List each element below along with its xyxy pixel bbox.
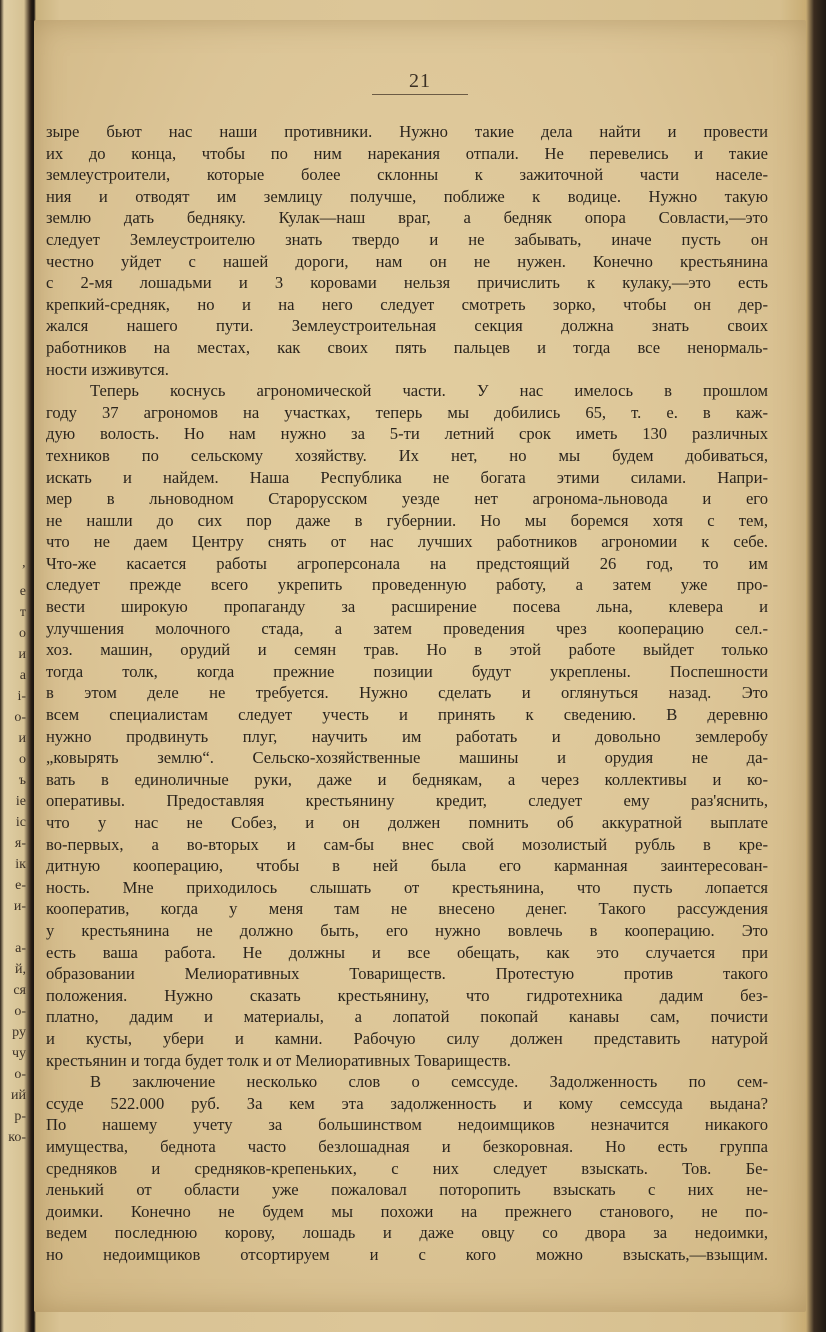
text-line: у крестьянина не должно быть, его нужно вовлечь в кооперацию. Это <box>46 920 768 940</box>
text-line: тогда толк, когда прежние позиции будут укреплены. Поспешности <box>46 661 768 681</box>
text-line: с 2-мя лошадьми и 3 коровами нельзя причислить к кулаку,—это есть <box>46 273 768 293</box>
text-line: В заключение несколько слов о семссуде. Задолженность по сем- <box>90 1072 768 1092</box>
adjacent-page-fragments <box>2 560 26 1148</box>
text-line: Теперь коснусь агрономической части. У нас имелось в прошлом <box>90 381 768 401</box>
adjacent-fragment <box>2 917 26 938</box>
text-line: не нашли до сих пор даже в губернии. Но мы боремся хотя с тем, <box>46 510 768 530</box>
text-line: кооператив, когда у меня там не внесено денег. Такого рассуждения <box>46 899 768 919</box>
text-line: честно уйдет с нашей дороги, нам он не нужен. Конечно крестьянина <box>46 251 768 271</box>
adjacent-fragment: я- <box>14 836 26 851</box>
adjacent-fragment: т <box>19 605 26 620</box>
adjacent-fragment: ік <box>15 857 26 872</box>
adjacent-page-edge <box>0 0 32 1332</box>
text-line: ния и отводят им землицу получше, поближе к водице. Нужно такую <box>46 186 768 206</box>
adjacent-fragment: чу <box>11 1046 26 1061</box>
text-line: крестьянин и тогда будет толк и от Мелиоративных Товариществ. <box>46 1050 511 1070</box>
adjacent-fragment: о <box>19 752 26 767</box>
adjacent-fragment: и- <box>13 899 26 914</box>
page-number: 21 <box>409 70 431 92</box>
text-line: крепкий-средняк, но и на него следует смотреть зорко, чтобы он дер- <box>46 294 768 314</box>
text-line: следует Землеустроителю знать твердо и не забывать, иначе пусть он <box>46 229 768 249</box>
text-line: землеустроители, которые более склонны к зажиточной части населе- <box>46 165 768 185</box>
text-line: „ковырять землю“. Сельско-хозяйственные машины и орудия не да- <box>46 748 768 768</box>
text-line: зыре бьют нас наши противники. Нужно такие дела найти и провести <box>46 122 768 141</box>
adjacent-fragment: е <box>19 584 26 599</box>
text-line: искать и найдем. Наша Республика не богата этими силами. Напри- <box>46 467 768 487</box>
adjacent-fragment: а <box>19 668 26 683</box>
text-line: ссуде 522.000 руб. За кем эта задолженность и кому семссуда выдана? <box>46 1093 768 1113</box>
text-line: но недоимщиков отсортируем и с кого можно взыскать,—взыщим. <box>46 1244 768 1264</box>
text-line: ведем последнюю корову, лошадь и даже овцу со двора за недоимки, <box>46 1223 768 1243</box>
adjacent-fragment: а- <box>15 941 26 956</box>
text-line: Что-же касается работы агроперсонала на предстоящий 26 год, то им <box>46 553 768 573</box>
text-line: есть ваша работа. Не должны и все обещать, как это случается при <box>46 942 768 962</box>
page-number-rule <box>372 94 468 95</box>
adjacent-fragment: о- <box>14 1004 26 1019</box>
text-line: дитную кооперацию, чтобы в ней была его карманная заинтересован- <box>46 856 768 876</box>
text-line: доимки. Конечно не будем мы похожи на прежнего станового, не по- <box>46 1201 768 1221</box>
text-line: во-первых, а во-вторых и сам-бы внес свой мозолистый рубль в кре- <box>46 834 768 854</box>
text-line: имущества, беднота часто безлошадная и безкоровная. Но есть группа <box>46 1136 768 1156</box>
text-line: средняков и средняков-крепеньких, с них следует взыскать. Тов. Бе- <box>46 1158 768 1178</box>
text-line: следует прежде всего укрепить проведенную работу, а затем уже про- <box>46 575 768 595</box>
text-line: вести широкую пропаганду за расширение посева льна, клевера и <box>46 597 768 617</box>
text-line: платно, дадим и материалы, а лопатой покопай канавы сам, почисти <box>46 1007 768 1027</box>
text-line: и кусты, убери и камни. Рабочую силу должен представить натурой <box>46 1028 768 1048</box>
adjacent-fragment: ру <box>12 1025 26 1040</box>
adjacent-fragment: е- <box>15 878 26 893</box>
text-line: ность. Мне приходилось слышать от крестьянина, что пусть лопается <box>46 877 768 897</box>
text-line: По нашему учету за большинством недоимщиков незначится никакого <box>46 1115 768 1135</box>
adjacent-fragment: о- <box>14 710 26 725</box>
adjacent-fragment: о- <box>14 1067 26 1082</box>
adjacent-fragment: о <box>19 626 26 641</box>
adjacent-fragment: ’ <box>21 563 26 578</box>
text-line: что у нас не Собез, и он должен помнить об аккуратной выплате <box>46 813 768 832</box>
text-line: что не даем Центру снять от нас лучших работников агрономии к себе. <box>46 532 768 552</box>
adjacent-fragment: ко- <box>8 1130 26 1145</box>
text-line: образовании Мелиоративных Товариществ. Протестую против такого <box>46 964 768 984</box>
text-line: работников на местах, как своих пять пальцев и тогда все ненормаль- <box>46 337 768 357</box>
text-line: положения. Нужно сказать крестьянину, что гидротехника дадим без- <box>46 985 768 1005</box>
adjacent-fragment: й, <box>15 962 26 977</box>
text-line: улучшения молочного стада, а затем проведения чрез кооперацию сел.- <box>46 618 768 638</box>
adjacent-fragment: ий <box>11 1088 26 1103</box>
adjacent-fragment: р- <box>14 1109 26 1124</box>
text-line: в этом деле не требуется. Нужно сделать и оглянуться назад. Это <box>46 683 768 703</box>
text-line: всем специалистам следует учесть и принять к сведению. В деревню <box>46 705 768 725</box>
text-line: хоз. машин, орудий и семян трав. Но в этой работе выйдет только <box>46 640 768 660</box>
adjacent-fragment: ся <box>13 983 26 998</box>
adjacent-fragment: ъ <box>18 773 26 788</box>
page-text <box>46 121 768 1265</box>
text-line: их до конца, чтобы по ним нарекания отпали. Не перевелись и такие <box>46 143 768 163</box>
text-line: дую волость. Но нам нужно за 5-ти летний срок иметь 130 различных <box>46 424 768 444</box>
text-line: нужно продвинуть плуг, научить им работать и довольно землеробу <box>46 726 768 746</box>
adjacent-fragment: и <box>18 647 26 662</box>
text-line: ленький от области уже пожаловал поторопить взыскать с них не- <box>46 1180 768 1200</box>
text-line: оперативы. Предоставляя крестьянину кредит, следует ему раз'яснить, <box>46 791 768 811</box>
adjacent-fragment: іс <box>15 815 26 830</box>
adjacent-fragment: и <box>18 731 26 746</box>
text-line: году 37 агрономов на участках, теперь мы добились 65, т. е. в каж- <box>46 402 768 422</box>
text-line: землю дать бедняку. Кулак—наш враг, а бедняк опора Совласти,—это <box>46 208 768 228</box>
book-page <box>34 20 806 1312</box>
adjacent-fragment: іе <box>15 794 26 809</box>
text-line: вать в единоличные руки, даже и беднякам, а через коллективы и ко- <box>46 769 768 789</box>
text-line: техников по сельскому хозяйству. Их нет, но мы будем добиваться, <box>46 445 768 465</box>
text-line: мер в льноводном Старорусском уезде нет агронома-льновода и его <box>46 489 768 509</box>
text-line: ности изживутся. <box>46 359 169 379</box>
adjacent-fragment: і- <box>17 689 26 704</box>
text-line: жался нашего пути. Землеустроительная секция должна знать своих <box>46 316 768 336</box>
